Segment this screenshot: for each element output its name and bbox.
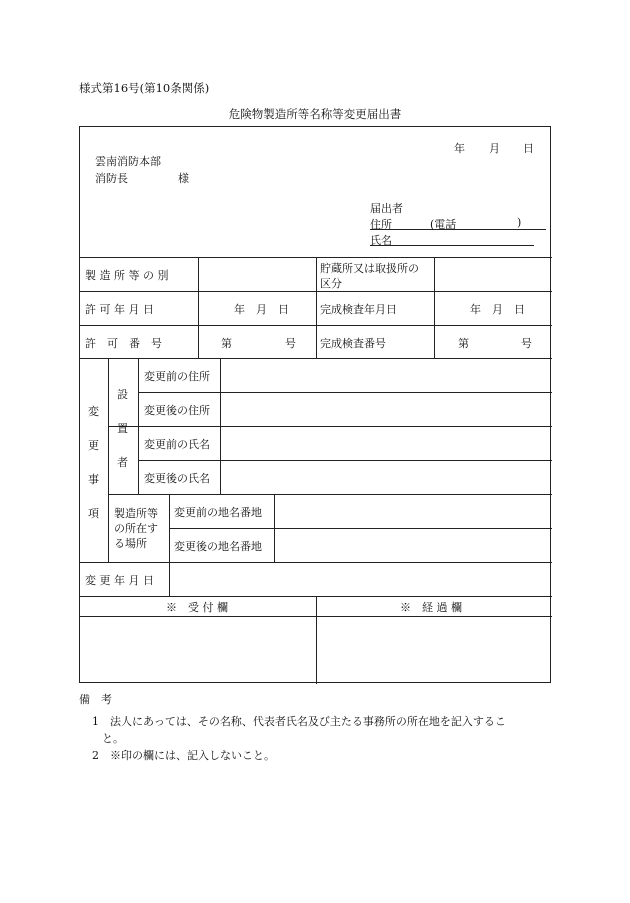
inspection-date-value: 年 月 日 [470, 303, 525, 316]
note-2: 2 ※印の欄には、記入しないこと。 [92, 749, 275, 762]
inspection-date-label: 完成検査年月日 [320, 303, 397, 316]
change-items-char: 事 [88, 473, 99, 486]
after-address-label: 変更後の住所 [144, 404, 210, 417]
rule [434, 257, 435, 358]
rule [80, 562, 552, 563]
addressee-org: 雲南消防本部 [95, 155, 161, 168]
progress-label: ※ 経 過 欄 [400, 601, 462, 614]
change-items-char: 更 [88, 439, 99, 452]
rule [316, 257, 317, 358]
document-title: 危険物製造所等名称等変更届出書 [228, 107, 402, 121]
permit-number-label: 許 可 番 号 [85, 337, 162, 350]
facility-type-label: 製 造 所 等 の 別 [85, 269, 169, 282]
rule [108, 358, 109, 562]
change-items-char: 変 [88, 405, 99, 418]
permit-date-label: 許 可 年 月 日 [85, 303, 154, 316]
rule [198, 291, 199, 358]
location-label-3: る場所 [114, 537, 147, 550]
addressee-honorific: 様 [178, 172, 189, 185]
address-label: 住所 [370, 218, 392, 231]
addressee-title: 消防長 [95, 172, 128, 185]
reception-label: ※ 受 付 欄 [166, 601, 228, 614]
inspection-number-suffix: 号 [521, 337, 532, 350]
form-number: 様式第16号(第10条関係) [79, 81, 210, 95]
installer-char: 置 [117, 422, 128, 435]
phone-open: (電話 [430, 218, 457, 231]
after-name-label: 変更後の氏名 [144, 472, 210, 485]
note-1-line-2: と。 [102, 732, 124, 745]
rule [220, 358, 221, 494]
rule [316, 596, 317, 684]
before-address-label: 変更前の住所 [144, 370, 210, 383]
name-underline [370, 245, 534, 246]
note-1-line-1: 1 法人にあっては、その名称、代表者氏名及び主たる事務所の所在地を記入するこ [92, 715, 506, 728]
notes-heading: 備 考 [79, 693, 112, 706]
header-year: 年 [454, 142, 465, 155]
header-day: 日 [523, 142, 534, 155]
installer-char: 設 [117, 388, 128, 401]
location-label-2: の所在す [114, 522, 158, 535]
rule [138, 358, 139, 494]
form-table [79, 126, 551, 683]
installer-char: 者 [117, 456, 128, 469]
storage-type-label-2: 区分 [320, 277, 342, 290]
inspection-number-label: 完成検査番号 [320, 337, 386, 350]
rule [108, 426, 552, 427]
address-underline [370, 229, 546, 230]
header-month: 月 [489, 142, 500, 155]
permit-number-prefix: 第 [221, 337, 232, 350]
change-date-label: 変 更 年 月 日 [85, 574, 154, 587]
rule [169, 494, 170, 596]
after-location-label: 変更後の地名番地 [174, 540, 262, 553]
before-location-label: 変更前の地名番地 [174, 506, 262, 519]
rule [169, 528, 552, 529]
inspection-number-prefix: 第 [458, 337, 469, 350]
rule [198, 257, 199, 291]
permit-number-suffix: 号 [285, 337, 296, 350]
change-items-char: 項 [88, 507, 99, 520]
rule [274, 494, 275, 562]
rule [138, 460, 552, 461]
rule [80, 358, 552, 359]
rule [138, 392, 552, 393]
permit-date-value: 年 月 日 [234, 303, 289, 316]
name-label: 氏名 [370, 234, 392, 247]
storage-type-label-1: 貯蔵所又は取扱所の [320, 262, 419, 275]
before-name-label: 変更前の氏名 [144, 438, 210, 451]
applicant-label: 届出者 [370, 202, 403, 215]
rule [108, 494, 552, 495]
location-label-1: 製造所等 [114, 507, 158, 520]
phone-close: ) [517, 216, 522, 229]
